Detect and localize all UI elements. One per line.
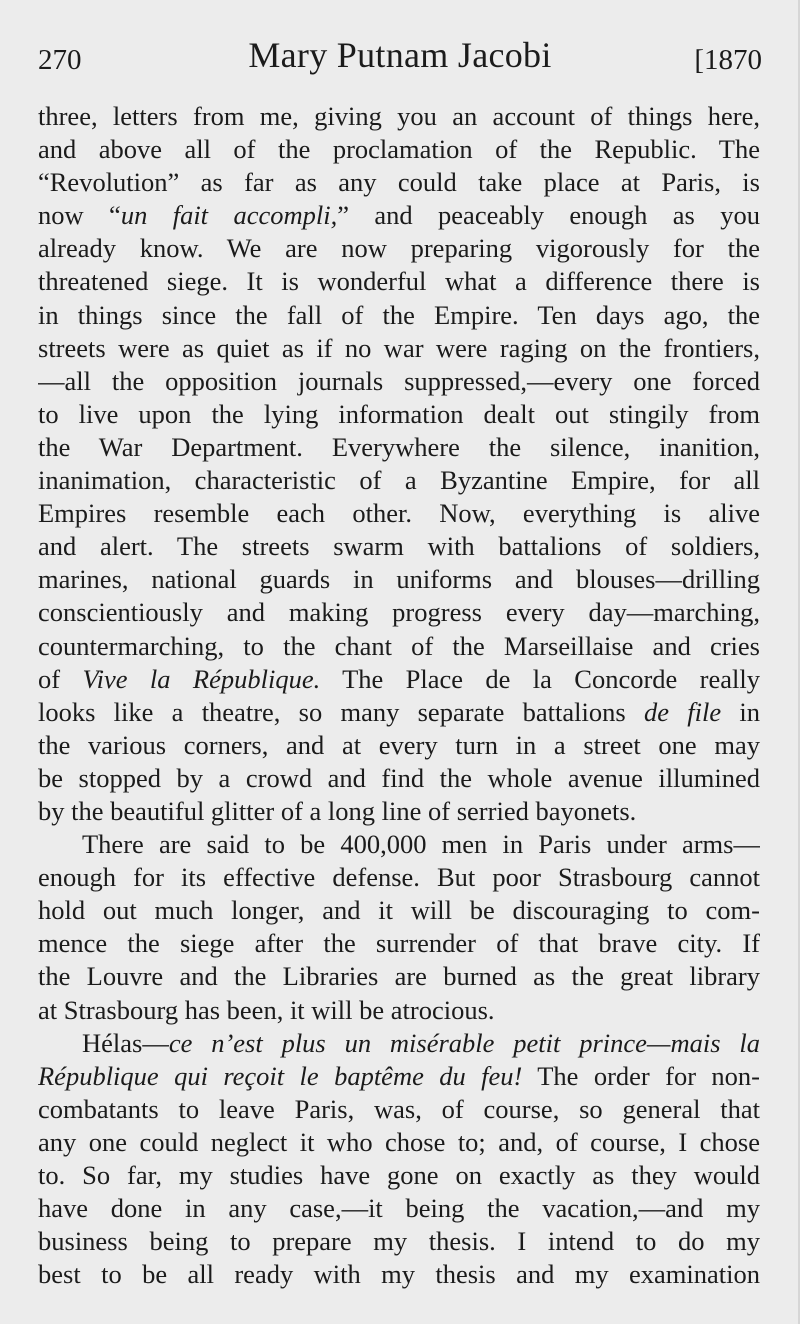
text-segment: marines, national guards in uniforms and blouses—drilling [38,564,760,595]
text-segment: to. So far, my studies have gone on exactly as they would [38,1160,760,1190]
book-title: Mary Putnam Jacobi [248,35,552,75]
text-line [38,166,760,199]
text-segment: ” and peaceably enough as you [337,200,760,231]
text-line [38,596,760,629]
text-segment: threatened siege. It is wonderful what a difference there is [38,266,760,297]
text-line [38,861,760,894]
italic-text-segment: un fait accompli, [120,200,338,231]
text-segment: and alert. The streets swarm with battalions of soldiers, [38,531,760,562]
page-number: 270 [38,44,82,76]
text-line [38,1258,760,1291]
text-segment: The order for non- [522,1060,760,1091]
text-segment: —all the opposition journals suppressed,—every one forced [38,365,760,396]
text-line [38,1093,760,1126]
text-line [38,398,760,431]
text-segment: business being to prepare my thesis. I intend to do my [38,1226,760,1257]
text-segment: three, letters from me, giving you an account of things here, [38,101,760,131]
text-line [38,795,760,828]
text-segment: of [38,663,83,694]
text-line [38,960,760,993]
text-line [38,1159,760,1192]
text-segment: conscientiously and making progress every day—marching, [38,597,760,628]
text-segment: mence the siege after the surrender of that brave city. If [38,928,760,959]
text-line [38,265,760,298]
text-segment: inanimation, characteristic of a Byzantine Empire, for all [38,465,760,496]
text-line [38,729,760,762]
text-line [38,1225,760,1258]
text-line [38,1126,760,1159]
text-segment: The Place de la Concorde really [320,663,760,694]
text-segment: the War Department. Everywhere the silence, inanition, [38,431,760,462]
text-segment: countermarching, to the chant of the Marseillaise and cries [38,630,760,661]
text-line [38,1060,760,1093]
text-line [38,365,760,398]
text-line [38,894,760,927]
text-line [38,563,760,596]
text-segment: looks like a theatre, so many separate battalions [38,696,644,727]
text-line [38,232,760,265]
running-head [38,30,762,80]
text-segment: already know. We are now preparing vigorously for the [38,233,760,264]
text-segment: enough for its effective defense. But poor Strasbourg cannot [38,862,760,893]
text-segment: at Strasbourg has been, it will be atrocious. [38,994,495,1025]
text-segment: have done in any case,—it being the vacation,—and my [38,1193,760,1224]
italic-text-segment: ce n’est plus un misérable petit prince—mais la [168,1027,760,1058]
text-line [38,1027,760,1060]
text-line [38,199,760,232]
text-line [38,663,760,696]
text-segment: streets were as quiet as if no war were raging on the frontiers, [38,332,760,363]
text-line [38,530,760,563]
text-line [38,1192,760,1225]
text-segment: the Louvre and the Libraries are burned as the great library [38,961,760,992]
text-segment: now “ [38,200,121,231]
text-segment: best to be all ready with my thesis and my examination [38,1259,760,1290]
italic-text-segment: République qui reçoit le baptême du feu! [38,1060,523,1091]
text-line [38,133,760,166]
text-line [38,994,760,1027]
body-text [38,100,760,1291]
text-line [38,100,760,133]
italic-text-segment: Vive la République. [82,663,321,694]
text-segment: combatants to leave Paris, was, of course, so general that [38,1093,760,1124]
text-segment: in [721,696,760,727]
text-line [38,464,760,497]
text-line [38,332,760,365]
text-line [38,927,760,960]
text-segment: Empires resemble each other. Now, everything is alive [38,498,760,529]
text-segment: be stopped by a crowd and find the whole avenue illumined [38,762,760,793]
text-line [38,696,760,729]
text-segment: “Revolution” as far as any could take place at Paris, is [38,167,760,198]
text-segment: the various corners, and at every turn in a street one may [38,729,760,760]
text-segment: Hélas— [82,1027,169,1058]
text-segment: hold out much longer, and it will be discouraging to com- [38,895,760,926]
text-line [38,299,760,332]
text-line [38,828,760,861]
text-segment: in things since the fall of the Empire. Ten days ago, the [38,299,760,330]
text-segment: any one could neglect it who chose to; and, of course, I chose [38,1126,760,1157]
text-segment: by the beautiful glitter of a long line of serried bayonets. [38,795,637,826]
text-segment: to live upon the lying information dealt out stingily from [38,398,760,429]
year-marker: [1870 [694,44,762,76]
text-line [38,630,760,663]
italic-text-segment: de file [643,696,722,727]
text-line [38,497,760,530]
text-line [38,431,760,464]
text-line [38,762,760,795]
text-segment: There are said to be 400,000 men in Paris under arms— [82,829,760,860]
text-segment: and above all of the proclamation of the Republic. The [38,134,760,165]
